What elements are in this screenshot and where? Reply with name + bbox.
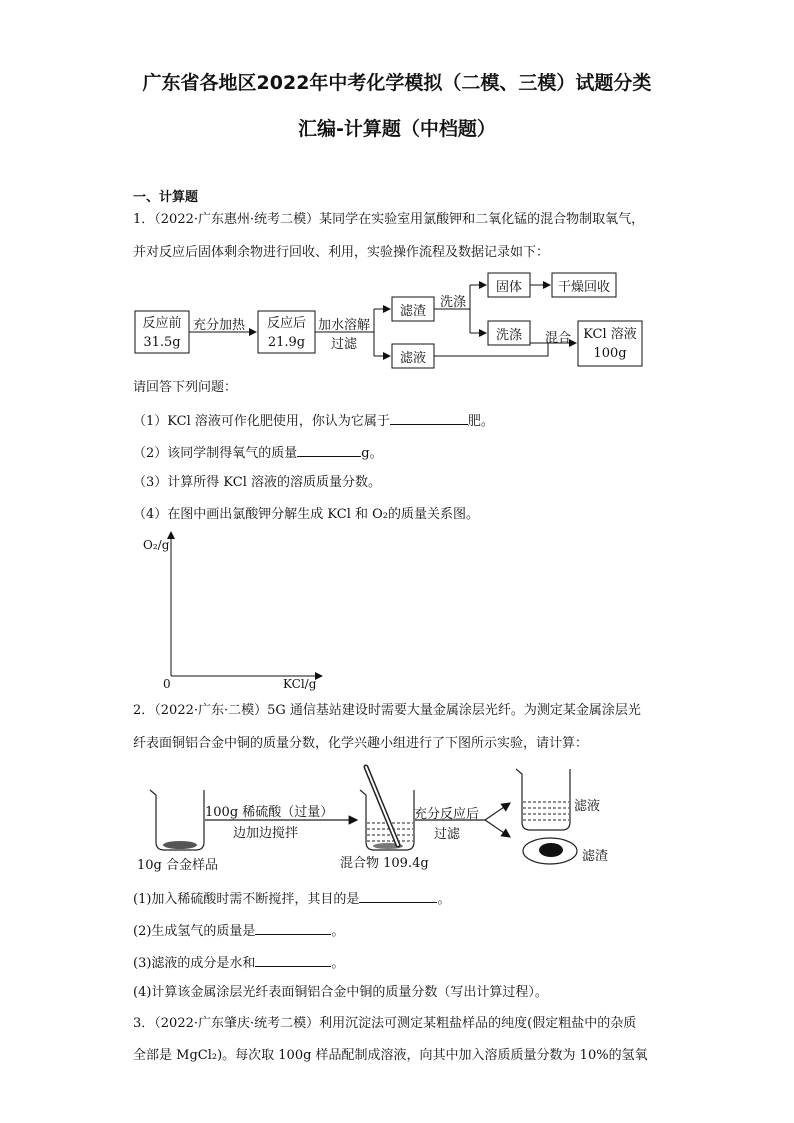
q1-stem-line2: 并对反应后固体剩余物进行回收、利用，实验操作流程及数据记录如下：	[133, 245, 550, 260]
answer-blank[interactable]	[255, 952, 331, 967]
q2-sub2-text: (2)生成氢气的质量是	[133, 924, 256, 939]
answer-blank[interactable]	[255, 920, 331, 935]
q2-sub1-text: (1)加入稀硫酸时需不断搅拌，其目的是	[133, 892, 360, 907]
flow-before-mass: 31.5g	[143, 335, 181, 350]
flow-filtrate: 滤液	[399, 351, 426, 366]
q2-acid-label: 100g 稀硫酸（过量）	[205, 805, 334, 820]
flow-solid: 固体	[495, 280, 522, 295]
q2-sub3-end: 。	[331, 956, 345, 971]
flow-wash-label: 洗涤	[440, 295, 467, 310]
q1-sub3: （3）计算所得 KCl 溶液的溶质质量分数。	[133, 475, 382, 490]
q2-sub1-end: 。	[437, 892, 451, 907]
q2-stem-line2: 纤表面铜铝合金中铜的质量分数，化学兴趣小组进行了下图所示实验，请计算：	[133, 736, 589, 751]
flow-heat-label: 充分加热	[193, 318, 246, 333]
q2-react-label: 充分反应后	[414, 807, 480, 822]
q3-stem-line2: 全部是 MgCl₂)。每次取 100g 样品配制成溶液，向其中加入溶质质量分数为 10%的氢氧	[133, 1048, 648, 1063]
q2-mixture-label: 混合物 109.4g	[340, 856, 429, 871]
answer-blank[interactable]	[359, 888, 437, 903]
q2-residue-label: 滤渣	[582, 849, 609, 864]
q1-sub4: （4）在图中画出氯酸钾分解生成 KCl 和 O₂的质量关系图。	[133, 507, 480, 522]
flow-after-mass: 21.9g	[267, 335, 306, 350]
flow-after-label: 反应后	[266, 316, 306, 331]
q1-prompt: 请回答下列问题：	[133, 380, 238, 395]
beaker-3	[516, 769, 570, 830]
page-subtitle: 汇编-计算题（中档题）	[298, 118, 496, 140]
flow-washing: 洗涤	[495, 328, 522, 343]
graph-ylabel: O₂/g	[143, 538, 170, 552]
q2-filter-label: 过滤	[434, 827, 461, 842]
q1-sub2-end: g。	[361, 446, 383, 461]
q2-sub3-text: (3)滤液的成分是水和	[133, 956, 256, 971]
page-title: 广东省各地区2022年中考化学模拟（二模、三模）试题分类	[142, 72, 652, 94]
q1-sub1-text: （1）KCl 溶液可作化肥使用，你认为它属于	[133, 414, 390, 429]
flow-kcl-mass: 100g	[593, 346, 627, 361]
q3-stem-line1: 3．（2022·广东肇庆·统考二模）利用沉淀法可测定某粗盐样品的纯度(假定粗盐中的杂质	[133, 1016, 637, 1031]
q2-sub2-end: 。	[331, 924, 345, 939]
section-heading: 一、计算题	[133, 190, 199, 205]
q2-filtrate-label: 滤液	[574, 799, 601, 814]
q1-sub1-end: 肥。	[467, 414, 494, 429]
flow-dissolve-label: 加水溶解	[318, 318, 371, 333]
flow-before-label: 反应前	[142, 316, 182, 331]
q2-sub2	[133, 920, 344, 942]
flow-dry: 干燥回收	[557, 280, 610, 295]
flow-residue: 滤渣	[399, 304, 426, 319]
q2-stem-line1: 2．（2022·广东·二模）5G 通信基站建设时需要大量金属涂层光纤。为测定某金属涂层光	[133, 703, 641, 718]
q1-stem-line1: 1．（2022·广东惠州·统考二模）某同学在实验室用氯酸钾和二氧化锰的混合物制取氧气，	[133, 212, 645, 227]
graph-origin: 0	[163, 677, 171, 691]
graph-xlabel: KCl/g	[283, 677, 317, 691]
q2-sub1	[133, 888, 450, 910]
alloy-powder	[163, 841, 197, 849]
q2-sub4: (4)计算该金属涂层光纤表面铜铝合金中铜的质量分数（写出计算过程）。	[133, 985, 548, 1000]
residue-blob	[539, 843, 563, 857]
q2-stir-label: 边加边搅拌	[233, 826, 299, 841]
flow-filter-label: 过滤	[331, 337, 358, 352]
flow-kcl-label: KCl 溶液	[583, 327, 637, 342]
beaker-1	[150, 790, 204, 850]
q2-sample-label: 10g 合金样品	[137, 858, 218, 873]
q1-sub2-text: （2）该同学制得氧气的质量	[133, 446, 298, 461]
q2-sub3	[133, 952, 344, 974]
flow-mix-label: 混合	[545, 331, 572, 346]
